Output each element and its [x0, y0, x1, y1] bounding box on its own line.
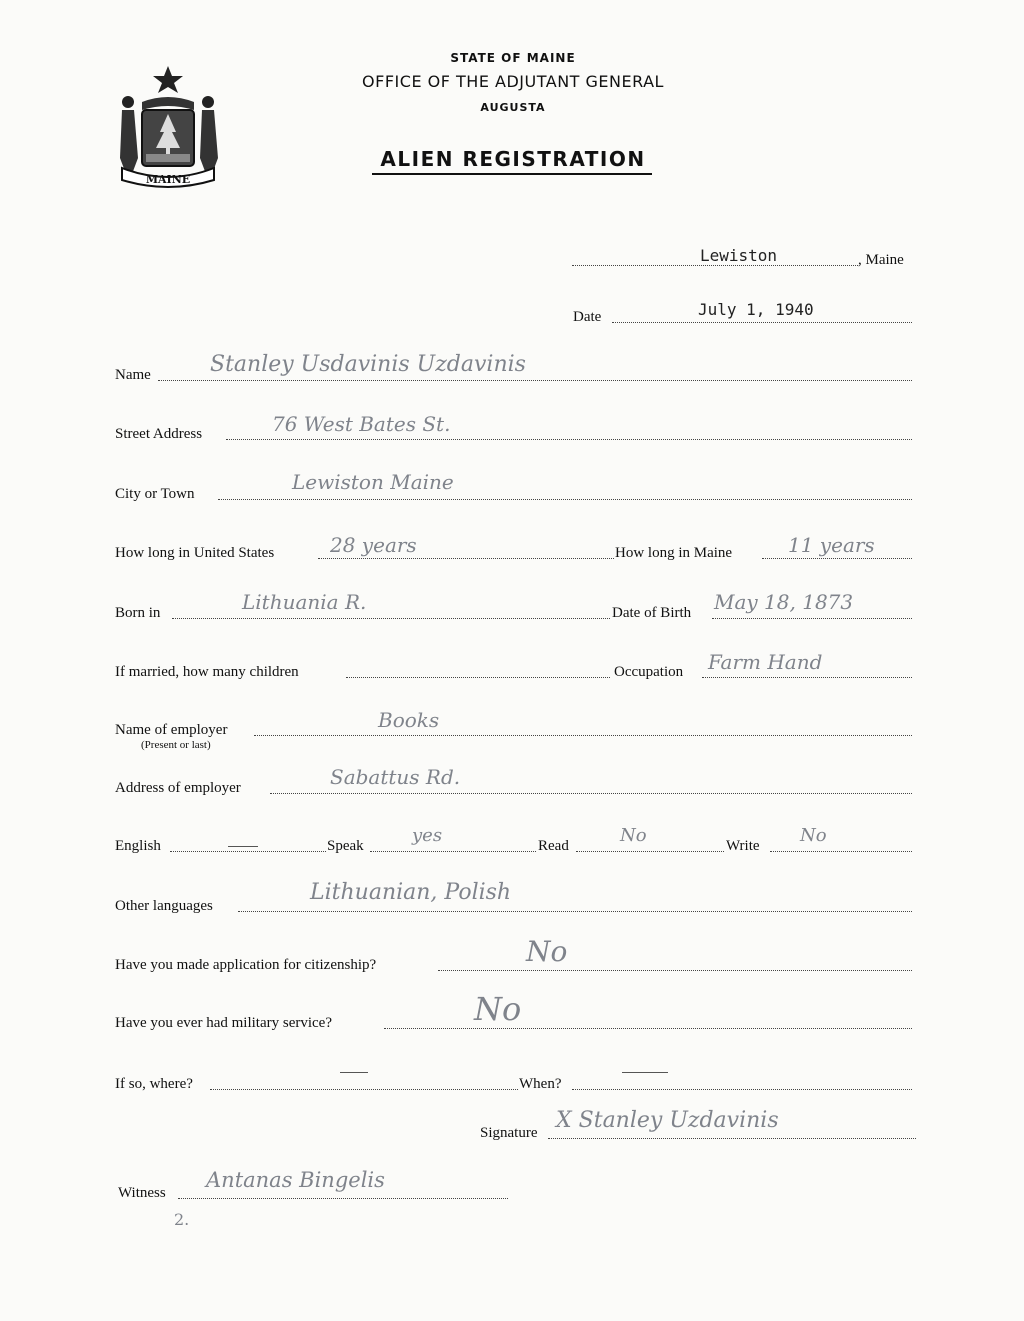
form-title: ALIEN REGISTRATION [380, 147, 646, 171]
date-line [612, 322, 912, 323]
read-value: No [620, 825, 647, 846]
employer-addr-label: Address of employer [115, 780, 241, 796]
street-line [226, 439, 912, 440]
title-underline [372, 173, 652, 175]
when-dash [622, 1072, 668, 1073]
witness-note: 2. [174, 1210, 190, 1229]
other-lang-line [238, 911, 912, 912]
name-label: Name [115, 367, 151, 383]
header-office: OFFICE OF THE ADJUTANT GENERAL [362, 72, 664, 91]
how-long-me-value: 11 years [788, 533, 875, 557]
where-label: If so, where? [115, 1076, 193, 1092]
signature-label: Signature [480, 1125, 538, 1141]
how-long-me-line [762, 558, 912, 559]
read-line [576, 851, 724, 852]
where-line [210, 1089, 518, 1090]
street-value: 76 West Bates St. [272, 412, 451, 436]
street-label: Street Address [115, 426, 203, 442]
when-label: When? [519, 1076, 562, 1092]
signature-value: X Stanley Uzdavinis [556, 1108, 779, 1133]
when-line [572, 1089, 912, 1090]
witness-label: Witness [118, 1185, 166, 1201]
citizenship-value: No [526, 935, 568, 968]
employer-value: Books [378, 708, 440, 732]
employer-addr-value: Sabattus Rd. [330, 765, 461, 789]
read-label: Read [538, 838, 569, 854]
how-long-me-label: How long in Maine [615, 545, 733, 561]
born-label: Born in [115, 605, 161, 621]
how-long-us-line [318, 558, 614, 559]
military-label: Have you ever had military service? [115, 1015, 332, 1031]
speak-value: yes [412, 825, 443, 846]
occupation-value: Farm Hand [708, 650, 823, 674]
english-line [170, 851, 326, 852]
write-line [770, 851, 912, 852]
citizenship-line [438, 970, 912, 971]
employer-line [254, 735, 912, 736]
speak-line [370, 851, 536, 852]
how-long-us-label: How long in United States [115, 545, 275, 561]
write-label: Write [726, 838, 760, 854]
citizenship-label: Have you made application for citizenship? [115, 957, 377, 973]
witness-line [178, 1198, 508, 1199]
employer-note: (Present or last) [141, 739, 211, 751]
header-city: AUGUSTA [480, 101, 546, 114]
maine-label: , Maine [858, 252, 904, 268]
name-line [158, 380, 912, 381]
header-state: STATE OF MAINE [450, 51, 576, 65]
dob-label: Date of Birth [612, 605, 692, 621]
signature-line [548, 1138, 916, 1139]
name-value: Stanley Usdavinis Uzdavinis [210, 352, 526, 377]
married-line [346, 677, 610, 678]
military-line [384, 1028, 912, 1029]
maine-state-seal-icon [112, 62, 224, 192]
town-value: Lewiston [700, 246, 778, 265]
dob-line [712, 618, 912, 619]
svg-text:MAINE: MAINE [145, 173, 191, 186]
married-label: If married, how many children [115, 664, 299, 680]
born-value: Lithuania R. [242, 590, 367, 614]
witness-value: Antanas Bingelis [206, 1168, 385, 1192]
city-value: Lewiston Maine [292, 470, 454, 494]
dob-value: May 18, 1873 [714, 590, 854, 614]
speak-label: Speak [327, 838, 364, 854]
other-lang-value: Lithuanian, Polish [310, 880, 512, 905]
english-label: English [115, 838, 161, 854]
city-label: City or Town [115, 486, 195, 502]
employer-addr-line [270, 793, 912, 794]
town-line [572, 265, 858, 266]
date-label: Date [573, 309, 602, 325]
employer-label: Name of employer [115, 722, 228, 738]
english-dash [228, 846, 258, 847]
city-line [218, 499, 912, 500]
born-line [172, 618, 610, 619]
occupation-line [702, 677, 912, 678]
other-lang-label: Other languages [115, 898, 213, 914]
write-value: No [800, 825, 827, 846]
date-value: July 1, 1940 [698, 300, 814, 319]
where-dash [340, 1072, 368, 1073]
occupation-label: Occupation [614, 664, 684, 680]
how-long-us-value: 28 years [330, 533, 417, 557]
military-value: No [474, 990, 522, 1028]
